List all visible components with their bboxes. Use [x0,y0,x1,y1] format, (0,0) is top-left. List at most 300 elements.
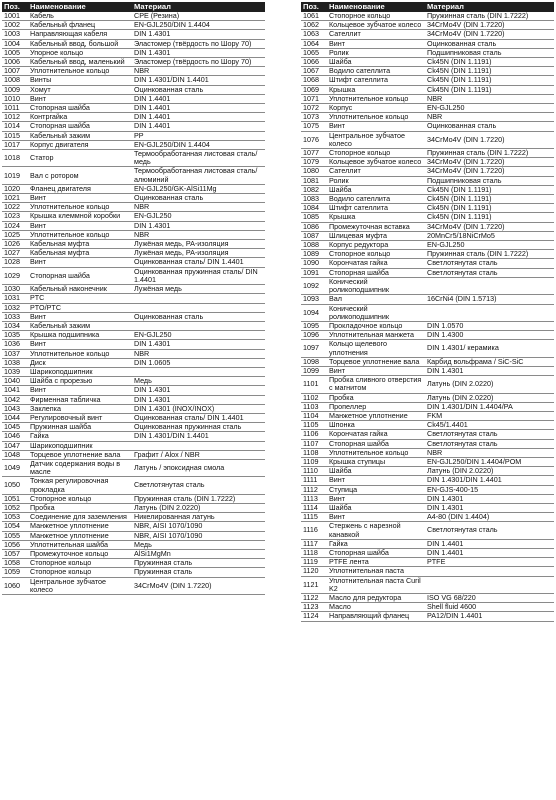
cell-position: 1065 [301,48,327,57]
cell-name: Направляющий фланец [327,612,425,621]
cell-material: A4-80 (DIN 1.4404) [425,513,554,522]
cell-material [425,567,554,576]
cell-name: Манжетное уплотнение [327,411,425,420]
cell-position: 1079 [301,158,327,167]
cell-material: Латунь / эпоксидная смола [132,459,265,476]
cell-material: DIN 1.4401 [132,122,265,131]
table-row [301,331,554,340]
cell-name: Пропеллер [327,402,425,411]
table-header-row [301,2,554,12]
cell-name: Манжетное уплотнение [28,531,132,540]
table-row [2,184,265,193]
table-row [301,58,554,67]
cell-name: Кольцевое зубчатое колесо [327,158,425,167]
cell-name: Винт [28,312,132,321]
cell-name: Уплотнительное кольцо [327,94,425,103]
cell-material: EN-GJL250 [425,104,554,113]
table-row [2,367,265,376]
cell-position: 1059 [2,568,28,577]
cell-material [132,294,265,303]
cell-name: Сателлит [327,167,425,176]
table-row [301,393,554,402]
right-parts-table-column [301,2,554,622]
cell-position: 1058 [2,559,28,568]
cell-name: Стопорное кольцо [28,559,132,568]
table-row [301,268,554,277]
table-body-right [301,12,554,621]
cell-material: Оцинкованная сталь [425,39,554,48]
table-row [301,439,554,448]
table-header-row [2,2,265,12]
table-row [301,250,554,259]
table-row [2,568,265,577]
table-row [2,85,265,94]
cell-material: DIN 1.4301 (INOX/INOX) [132,404,265,413]
cell-name: Тонкая регулировочная прокладка [28,477,132,494]
table-row [301,421,554,430]
cell-position: 1077 [301,149,327,158]
table-row [2,540,265,549]
cell-position: 1019 [2,167,28,184]
cell-material: Светлотянутая сталь [425,268,554,277]
cell-name: Масло [327,603,425,612]
cell-material [425,576,554,593]
cell-material: Ck45N (DIN 1.1191) [425,58,554,67]
cell-position: 1110 [301,467,327,476]
cell-position: 1030 [2,285,28,294]
table-row [301,539,554,548]
table-row [2,549,265,558]
cell-position: 1073 [301,113,327,122]
cell-name: Кабельная муфта [28,249,132,258]
cell-position: 1081 [301,176,327,185]
table-row [2,212,265,221]
cell-name: Торцевое уплотнение вала [28,450,132,459]
cell-name: Хомут [28,85,132,94]
table-row [301,185,554,194]
cell-material: NBR [425,448,554,457]
cell-material: Ck45N (DIN 1.1191) [425,185,554,194]
table-row [2,395,265,404]
cell-name: Упорное кольцо [28,48,132,57]
table-row [301,321,554,330]
table-row [301,241,554,250]
cell-material: NBR [132,203,265,212]
cell-position: 1046 [2,432,28,441]
cell-name: Заклепка [28,404,132,413]
cell-material: Оцинкованная сталь/ DIN 1.4401 [132,258,265,267]
cell-position: 1060 [2,577,28,594]
cell-name: Гайка [327,539,425,548]
table-row [2,386,265,395]
cell-position: 1025 [2,230,28,239]
cell-position: 1039 [2,367,28,376]
cell-material: Ck45/1.4401 [425,421,554,430]
cell-position: 1120 [301,567,327,576]
table-row [301,85,554,94]
cell-position: 1122 [301,594,327,603]
cell-position: 1040 [2,377,28,386]
cell-name: Винты [28,76,132,85]
cell-name: Винт [28,94,132,103]
table-row [2,76,265,85]
cell-name: Стопорное кольцо [327,250,425,259]
table-row [301,457,554,466]
cell-name: Шайба [327,185,425,194]
cell-material: 34CrMo4V (DIN 1.7220) [425,158,554,167]
cell-position: 1041 [2,386,28,395]
cell-name: Пробка сливного отверстия с магнитом [327,376,425,393]
cell-position: 1037 [2,349,28,358]
cell-name: Шайба [327,503,425,512]
cell-position: 1082 [301,185,327,194]
column-header-name: Наименование [28,2,132,12]
cell-position: 1056 [2,540,28,549]
parts-table-right [301,2,554,622]
table-row [2,423,265,432]
cell-material: NBR, AISI 1070/1090 [132,531,265,540]
cell-name: Корончатая гайка [327,430,425,439]
cell-position: 1115 [301,513,327,522]
cell-material: Латунь (DIN 2.0220) [132,503,265,512]
cell-name: Стопорное кольцо [327,12,425,21]
cell-material: PA12/DIN 1.4401 [425,612,554,621]
table-row [301,67,554,76]
cell-position: 1050 [2,477,28,494]
cell-name: Кабельный фланец [28,21,132,30]
table-row [301,176,554,185]
cell-material: Латунь (DIN 2.0220) [425,467,554,476]
cell-position: 1003 [2,30,28,39]
cell-material: Светлотянутая сталь [425,439,554,448]
table-row [2,285,265,294]
column-header-material: Материал [132,2,265,12]
cell-position: 1034 [2,321,28,330]
cell-position: 1124 [301,612,327,621]
cell-name: Конический роликоподшипник [327,277,425,294]
cell-name: Крышка ступицы [327,457,425,466]
cell-material: 34CrMo4V (DIN 1.7220) [425,131,554,148]
table-row [301,411,554,420]
table-row [301,295,554,304]
cell-name: Винт [327,366,425,375]
cell-name: Стержень с нарезной канавкой [327,522,425,539]
cell-material: Латунь (DIN 2.0220) [425,376,554,393]
cell-material: 16CrNi4 (DIN 1.5713) [425,295,554,304]
cell-name: Шарикоподшипник [28,441,132,450]
cell-name: Стопорная шайба [28,267,132,284]
table-row [301,195,554,204]
cell-position: 1011 [2,104,28,113]
cell-position: 1098 [301,357,327,366]
cell-name: Пробка [28,503,132,512]
cell-material: DIN 1.4301/DIN 1.4401 [425,476,554,485]
cell-material: Термообработанная листовая сталь/медь [132,150,265,167]
cell-position: 1071 [301,94,327,103]
cell-name: Уплотнительное кольцо [28,67,132,76]
cell-material: DIN 1.4301/DIN 1.4404/PA [425,402,554,411]
cell-material: Лужёная медь [132,285,265,294]
table-row [2,140,265,149]
cell-name: Прокладочное кольцо [327,321,425,330]
cell-position: 1051 [2,494,28,503]
cell-material: DIN 1.4401 [132,113,265,122]
cell-material: NBR [132,349,265,358]
cell-material: Подшипниковая сталь [425,48,554,57]
cell-material: DIN 1.4301 [132,221,265,230]
cell-name: Уплотнительное кольцо [28,349,132,358]
cell-name: Шайба [327,467,425,476]
cell-position: 1069 [301,85,327,94]
table-row [301,30,554,39]
cell-material: Лужёная медь, PA-изоляция [132,240,265,249]
cell-position: 1103 [301,402,327,411]
parts-table-left [2,2,265,595]
cell-name: Корончатая гайка [327,259,425,268]
cell-material: DIN 1.0605 [132,358,265,367]
cell-position: 1015 [2,131,28,140]
cell-material: 34CrMo4V (DIN 1.7220) [425,30,554,39]
cell-material: EN-GJL250/DIN 1.4404 [132,21,265,30]
cell-material [132,367,265,376]
cell-material: PTFE [425,558,554,567]
cell-material: Оцинкованная сталь/ DIN 1.4401 [132,413,265,422]
cell-position: 1104 [301,411,327,420]
cell-position: 1006 [2,58,28,67]
cell-position: 1061 [301,12,327,21]
table-row [301,48,554,57]
cell-position: 1067 [301,67,327,76]
table-row [2,267,265,284]
table-row [301,513,554,522]
cell-name: Центральное зубчатое колесо [28,577,132,594]
cell-position: 1109 [301,457,327,466]
cell-name: Гайка [28,432,132,441]
cell-name: Пробка [327,393,425,402]
cell-material: DIN 1.4300 [425,331,554,340]
cell-position: 1092 [301,277,327,294]
cell-material [132,303,265,312]
cell-name: Фланец двигателя [28,184,132,193]
cell-name: Крышка [327,213,425,222]
table-row [2,150,265,167]
cell-material: DIN 1.0570 [425,321,554,330]
cell-name: Ступица [327,485,425,494]
cell-name: Уплотнительное кольцо [327,113,425,122]
table-row [2,203,265,212]
cell-name: Соединение для заземления [28,513,132,522]
cell-position: 1086 [301,222,327,231]
cell-position: 1062 [301,21,327,30]
cell-position: 1123 [301,603,327,612]
cell-name: Водило сателлита [327,195,425,204]
cell-material: Оцинкованная сталь [132,85,265,94]
cell-position: 1095 [301,321,327,330]
cell-position: 1090 [301,259,327,268]
table-row [301,76,554,85]
table-row [2,522,265,531]
cell-position: 1023 [2,212,28,221]
table-row [301,39,554,48]
table-row [301,12,554,21]
table-row [301,213,554,222]
table-row [301,612,554,621]
table-row [301,558,554,567]
cell-name: Кольцевое зубчатое колесо [327,21,425,30]
cell-position: 1022 [2,203,28,212]
cell-position: 1026 [2,240,28,249]
cell-material: DIN 1.4301/DIN 1.4401 [132,432,265,441]
cell-name: Шлицевая муфта [327,231,425,240]
table-row [2,131,265,140]
table-row [2,30,265,39]
cell-position: 1057 [2,549,28,558]
table-row [301,122,554,131]
cell-name: Винт [28,194,132,203]
table-row [2,577,265,594]
cell-name: PTC [28,294,132,303]
table-row [301,94,554,103]
cell-position: 1066 [301,58,327,67]
table-row [301,485,554,494]
table-row [301,366,554,375]
table-row [2,230,265,239]
cell-position: 1083 [301,195,327,204]
cell-position: 1063 [301,30,327,39]
table-row [2,432,265,441]
cell-material: Карбид вольфрама / SiC-SiC [425,357,554,366]
table-row [301,277,554,294]
cell-name: Стопорная шайба [28,104,132,113]
cell-material: Пружинная сталь (DIN 1.7222) [425,250,554,259]
cell-material: 20MnCr5/18NiCrMo5 [425,231,554,240]
cell-position: 1055 [2,531,28,540]
table-row [2,113,265,122]
cell-name: Кабель [28,12,132,21]
cell-position: 1008 [2,76,28,85]
cell-position: 1094 [301,304,327,321]
cell-material: Эластомер (твёрдость по Шору 70) [132,58,265,67]
cell-name: Фирменная табличка [28,395,132,404]
cell-name: Торцевое уплотнение вала [327,357,425,366]
cell-material: DIN 1.4301 [132,386,265,395]
table-row [2,122,265,131]
cell-name: Винт [28,386,132,395]
cell-position: 1097 [301,340,327,357]
cell-material: DIN 1.4301 [132,340,265,349]
cell-material: Shell fluid 4600 [425,603,554,612]
cell-material: DIN 1.4401 [132,94,265,103]
table-row [2,559,265,568]
cell-name: Кабельный ввод, большой [28,39,132,48]
cell-position: 1064 [301,39,327,48]
cell-name: PTFE лента [327,558,425,567]
table-row [2,303,265,312]
cell-name: Винт [327,122,425,131]
cell-material: NBR [132,67,265,76]
cell-position: 1072 [301,104,327,113]
table-row [2,358,265,367]
table-row [301,576,554,593]
cell-position: 1027 [2,249,28,258]
table-row [301,167,554,176]
cell-material: DIN 1.4301 [132,395,265,404]
cell-position: 1112 [301,485,327,494]
cell-name: Кабельный наконечник [28,285,132,294]
cell-material: PP [132,131,265,140]
cell-name: Крышка подшипника [28,331,132,340]
table-row [301,304,554,321]
cell-name: Кабельный зажим [28,131,132,140]
table-row [2,39,265,48]
table-row [301,448,554,457]
cell-position: 1045 [2,423,28,432]
table-row [2,503,265,512]
cell-name: Уплотнительная паста Curil K2 [327,576,425,593]
cell-position: 1036 [2,340,28,349]
cell-name: Водило сателлита [327,67,425,76]
cell-material: DIN 1.4301 [132,48,265,57]
table-row [2,459,265,476]
cell-material: Оцинкованная пружинная сталь/ DIN 1.4401 [132,267,265,284]
cell-material: Латунь (DIN 2.0220) [425,393,554,402]
cell-material: Светлотянутая сталь [425,259,554,268]
table-row [2,21,265,30]
cell-position: 1118 [301,548,327,557]
cell-material: EN-GJL250 [132,212,265,221]
table-row [301,494,554,503]
table-row [2,340,265,349]
cell-name: Винт [28,340,132,349]
cell-position: 1021 [2,194,28,203]
table-row [2,441,265,450]
cell-name: Уплотнительная паста [327,567,425,576]
cell-material: Лужёная медь, PA-изоляция [132,249,265,258]
cell-position: 1119 [301,558,327,567]
table-row [2,12,265,21]
cell-position: 1053 [2,513,28,522]
cell-position: 1089 [301,250,327,259]
table-row [2,221,265,230]
cell-name: Стопорная шайба [28,122,132,131]
cell-position: 1047 [2,441,28,450]
cell-material: FKM [425,411,554,420]
cell-name: Уплотнительное кольцо [327,448,425,457]
cell-position: 1032 [2,303,28,312]
table-row [301,594,554,603]
cell-name: Статор [28,150,132,167]
table-row [2,258,265,267]
cell-name: Шайба с прорезью [28,377,132,386]
cell-material: EN-GJL250/DIN 1.4404 [132,140,265,149]
table-row [301,430,554,439]
cell-name: Конический роликоподшипник [327,304,425,321]
cell-position: 1121 [301,576,327,593]
cell-position: 1054 [2,522,28,531]
cell-material: ISO VG 68/220 [425,594,554,603]
table-row [301,548,554,557]
cell-position: 1028 [2,258,28,267]
cell-name: Корпус двигателя [28,140,132,149]
table-row [2,48,265,57]
table-row [2,67,265,76]
cell-position: 1004 [2,39,28,48]
table-row [2,404,265,413]
cell-position: 1106 [301,430,327,439]
cell-material: Светлотянутая сталь [425,430,554,439]
left-parts-table-column [2,2,265,595]
table-row [301,204,554,213]
